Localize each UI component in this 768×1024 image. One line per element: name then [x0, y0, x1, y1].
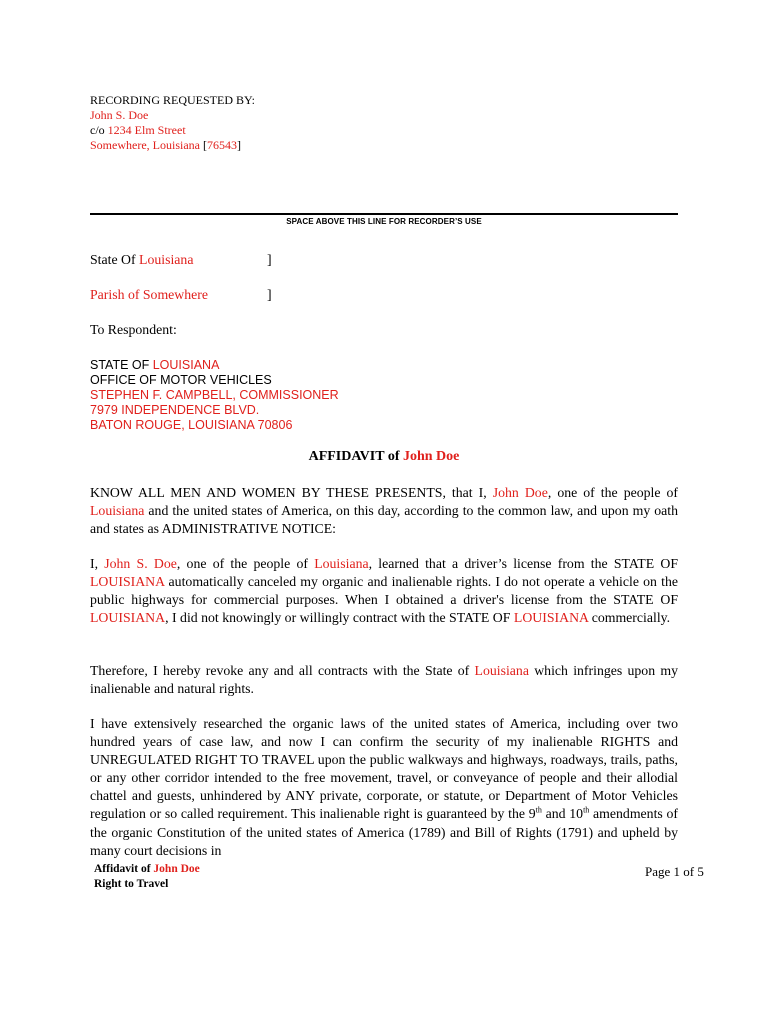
care-of-prefix: c/o	[90, 123, 108, 137]
respondent-state-value: LOUISIANA	[152, 358, 220, 372]
p2-state-caps-3: LOUISIANA	[513, 610, 589, 626]
state-bracket: ]	[267, 252, 272, 267]
p1-text-b: , one of the people of	[547, 485, 678, 500]
zip-close-bracket: ]	[236, 138, 241, 152]
respondent-address	[90, 358, 339, 433]
paragraph-1	[90, 484, 678, 538]
recording-label: RECORDING REQUESTED BY:	[90, 93, 255, 107]
respondent-line-3: STEPHEN F. CAMPBELL, COMMISSIONER	[90, 388, 339, 402]
state-label: State Of	[90, 252, 140, 267]
paragraph-2	[90, 555, 678, 627]
recorder-divider	[90, 213, 678, 215]
footer-affidavit-line	[94, 862, 200, 877]
paragraph-4	[90, 715, 678, 860]
respondent-line-1	[90, 358, 339, 373]
zip-open-bracket: [	[202, 138, 207, 152]
p1-text-a: KNOW ALL MEN AND WOMEN BY THESE PRESENTS, that I,	[90, 485, 493, 500]
title-name: John Doe	[402, 449, 460, 464]
p3-text-a: Therefore, I hereby revoke any and all contracts with the State of	[90, 663, 475, 678]
recording-header	[90, 93, 255, 153]
p4-superscript-1: th	[535, 805, 542, 815]
parish-venue: Parish of Somewhere	[90, 287, 209, 302]
requester-street-line	[90, 123, 255, 138]
respondent-line-5: BATON ROUGE, LOUISIANA 70806	[90, 418, 293, 432]
requester-street: 1234 Elm Street	[107, 123, 186, 137]
parish-bracket: ]	[267, 287, 272, 302]
p2-state-caps-2: LOUISIANA	[90, 610, 166, 626]
p4-text-c: amendments of the organic Constitution of the united states of America (1789) and Bill of Rights (1791) and upheld by many court decisions in	[90, 806, 678, 858]
p2-text-d: automatically canceled my organic and inalienable rights. I do not operate a vehicle on the public highways for commercial purposes. When I obtained a driver's license from the STATE OF	[90, 574, 678, 608]
p2-text-b: , one of the people of	[176, 556, 315, 571]
requester-city-line	[90, 138, 255, 153]
requester-name: John S. Doe	[90, 108, 149, 122]
footer-affidavit-prefix: Affidavit of	[94, 863, 154, 875]
state-venue	[90, 252, 193, 268]
respondent-state-prefix: STATE OF	[90, 358, 153, 372]
respondent-line-4: 7979 INDEPENDENCE BLVD.	[90, 403, 260, 417]
p1-text-c: and the united states of America, on this day, according to the common law, and upon my oath and states as ADMINISTRATIVE NOTICE:	[90, 503, 678, 537]
footer-left	[94, 862, 200, 892]
p2-text-e: , I did not knowingly or willingly contract with the STATE OF	[165, 610, 514, 626]
p2-text-f: commercially.	[588, 610, 671, 626]
p4-text-b: and 10	[541, 806, 584, 822]
p1-state: Louisiana	[90, 503, 145, 519]
document-title	[0, 449, 768, 465]
p4-superscript-2: th	[583, 805, 590, 815]
requester-city: Somewhere, Louisiana	[90, 138, 203, 152]
p3-state: Louisiana	[474, 663, 529, 678]
title-prefix: AFFIDAVIT of	[308, 449, 403, 464]
p2-text-c: , learned that a driver’s license from the STATE OF	[368, 556, 678, 571]
respondent-line-2: OFFICE OF MOTOR VEHICLES	[90, 373, 272, 387]
p2-name: John S. Doe	[104, 556, 177, 571]
footer-subtitle: Right to Travel	[94, 878, 169, 890]
requester-zip: 76543	[206, 138, 237, 152]
p4-text-a: I have extensively researched the organic laws of the united states of America, including over two hundred years of case law, and now I can confirm the security of my inalienable RIGHTS and UNREGULATED RIGHT TO TRAVEL upon the public walkways and highways, roadways, trails, paths, or any other corridor intended to the free movement, travel, or conveyance of people and their allodial chattel and guests, unhindered by ANY private, corporate, or statute, or Department of Motor Vehicles regulation or so called requirement. This inalienable right is guaranteed by the 9	[90, 716, 678, 822]
paragraph-3	[90, 662, 678, 698]
state-value: Louisiana	[139, 252, 194, 267]
p1-name: John Doe	[492, 485, 548, 500]
p2-state-caps-1: LOUISIANA	[90, 574, 165, 590]
footer-affidavit-name: John Doe	[153, 863, 200, 875]
respondent-label: To Respondent:	[90, 322, 177, 337]
p2-text-a: I,	[90, 556, 105, 571]
p3-text-b: which infringes upon my inalienable and natural rights.	[90, 663, 678, 697]
p2-state: Louisiana	[314, 556, 369, 571]
recorder-note: SPACE ABOVE THIS LINE FOR RECORDER’S USE	[286, 217, 482, 226]
page-number: Page 1 of 5	[645, 864, 704, 879]
